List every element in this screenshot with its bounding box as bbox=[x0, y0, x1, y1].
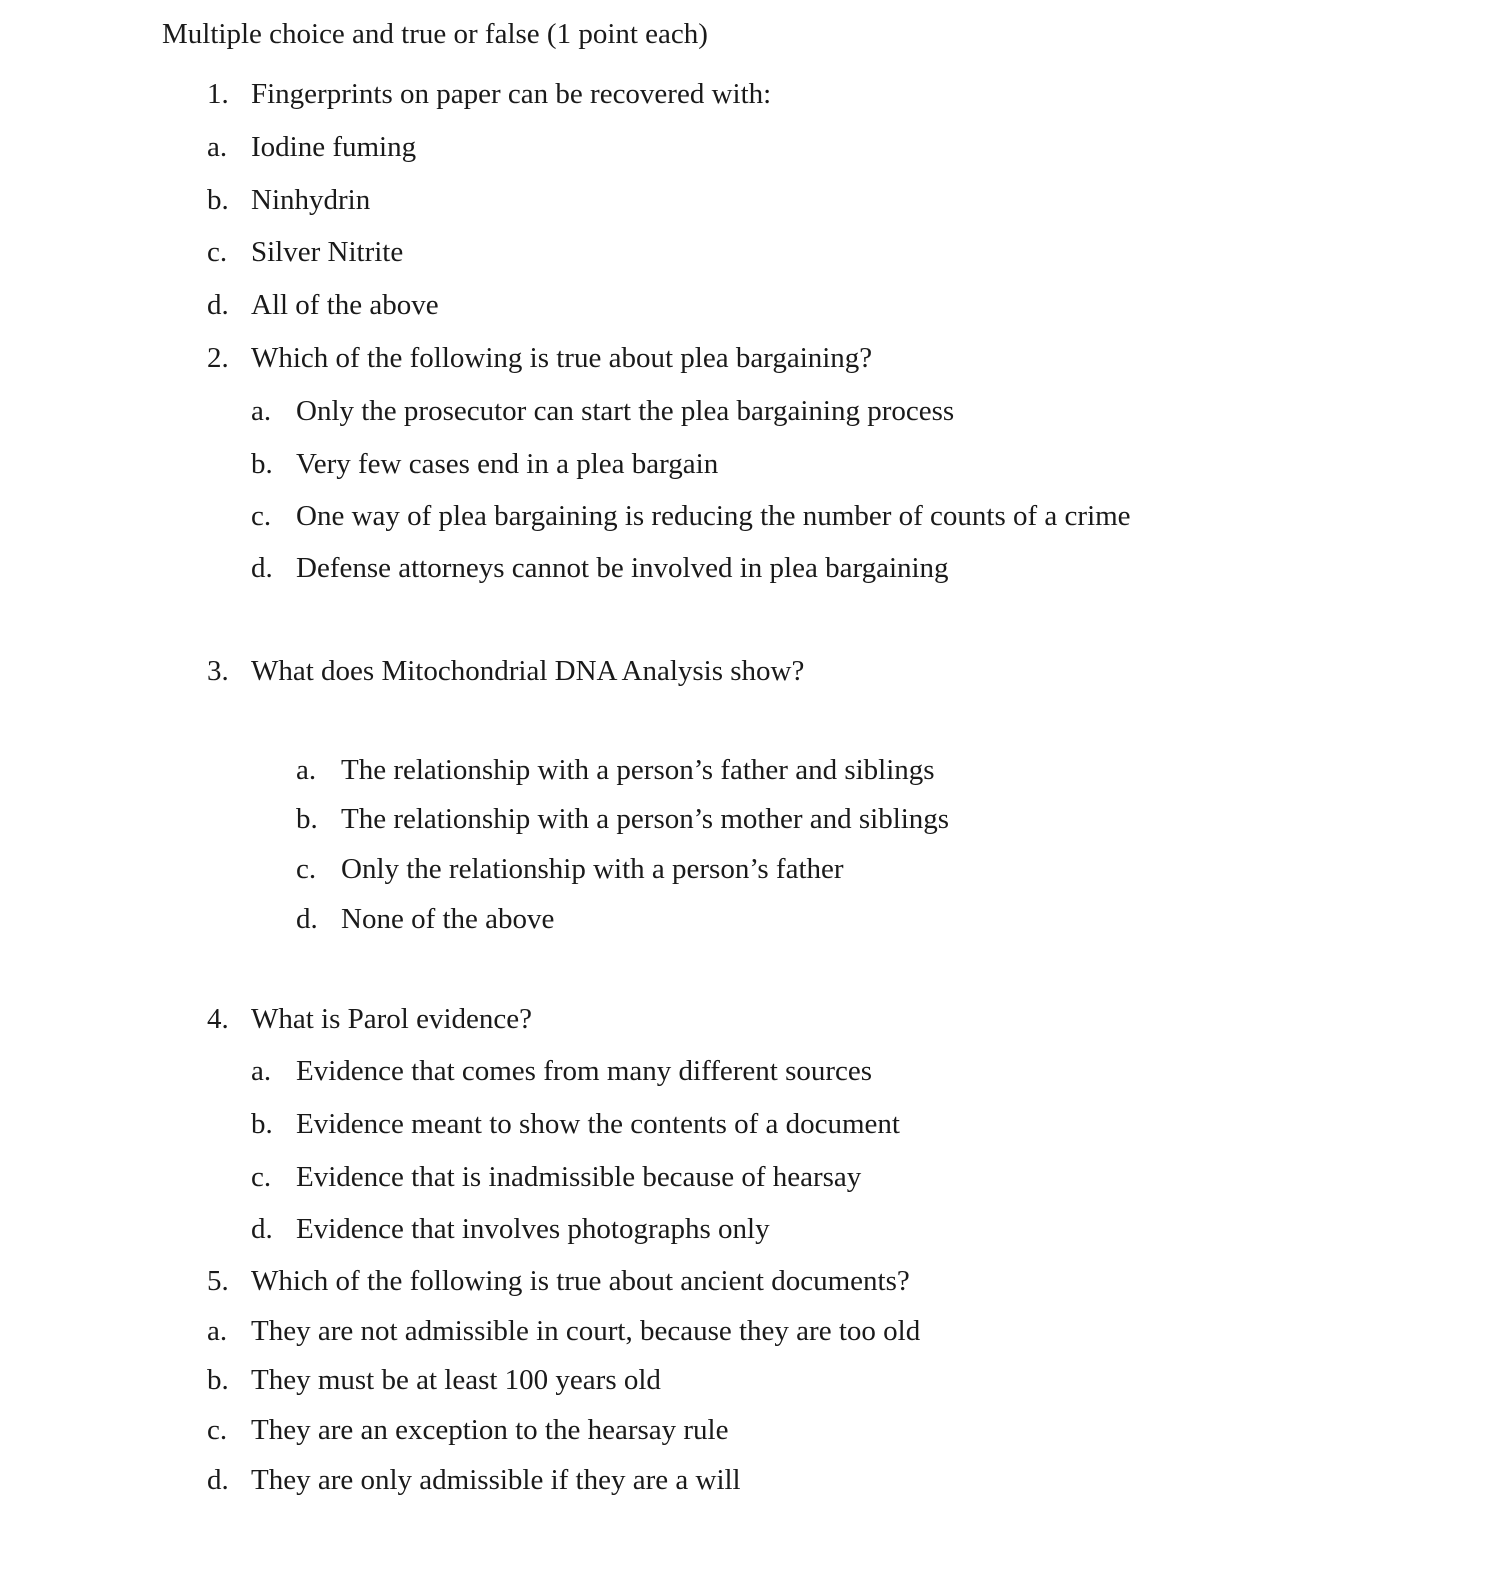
question-4-option-d-letter: d. bbox=[251, 1213, 273, 1245]
question-5-option-c-text: They are an exception to the hearsay rule bbox=[251, 1414, 729, 1446]
question-2-option-d-text: Defense attorneys cannot be involved in plea bargaining bbox=[296, 552, 949, 584]
question-4-option-b-letter: b. bbox=[251, 1108, 273, 1140]
question-2-option-c-letter: c. bbox=[251, 500, 272, 532]
question-2-text: Which of the following is true about plea bargaining? bbox=[251, 342, 873, 374]
question-5-option-c-letter: c. bbox=[207, 1414, 228, 1446]
question-4-option-a-text: Evidence that comes from many different sources bbox=[296, 1055, 873, 1087]
question-4-option-c-letter: c. bbox=[251, 1161, 272, 1193]
question-1-option-a-letter: a. bbox=[207, 131, 228, 163]
question-2-option-b-letter: b. bbox=[251, 448, 273, 480]
question-3-option-b-letter: b. bbox=[296, 803, 318, 835]
question-3-option-a-text: The relationship with a person’s father and siblings bbox=[341, 754, 935, 786]
question-3-text: What does Mitochondrial DNA Analysis show? bbox=[251, 655, 805, 687]
question-2-option-b-text: Very few cases end in a plea bargain bbox=[296, 448, 719, 480]
question-3-number: 3. bbox=[207, 655, 229, 687]
question-1-option-b-text: Ninhydrin bbox=[251, 184, 371, 216]
question-1-option-c-letter: c. bbox=[207, 236, 228, 268]
question-3-option-c-letter: c. bbox=[296, 853, 317, 885]
question-3-option-b-text: The relationship with a person’s mother and siblings bbox=[341, 803, 950, 835]
question-5-option-a-letter: a. bbox=[207, 1315, 228, 1347]
question-3-option-c-text: Only the relationship with a person’s father bbox=[341, 853, 844, 885]
question-1-number: 1. bbox=[207, 78, 229, 110]
question-2-option-d-letter: d. bbox=[251, 552, 273, 584]
question-4-option-c-text: Evidence that is inadmissible because of hearsay bbox=[296, 1161, 862, 1193]
question-2-option-a-letter: a. bbox=[251, 395, 272, 427]
question-1-option-c-text: Silver Nitrite bbox=[251, 236, 404, 268]
question-5-text: Which of the following is true about ancient documents? bbox=[251, 1265, 910, 1297]
question-3-option-d-text: None of the above bbox=[341, 903, 555, 935]
question-2-number: 2. bbox=[207, 342, 229, 374]
question-3-option-a-letter: a. bbox=[296, 754, 317, 786]
question-1-option-a-text: Iodine fuming bbox=[251, 131, 417, 163]
question-1-text: Fingerprints on paper can be recovered with: bbox=[251, 78, 772, 110]
question-5-option-b-text: They must be at least 100 years old bbox=[251, 1364, 661, 1396]
question-3-option-d-letter: d. bbox=[296, 903, 318, 935]
question-5-option-b-letter: b. bbox=[207, 1364, 229, 1396]
question-4-option-b-text: Evidence meant to show the contents of a document bbox=[296, 1108, 900, 1140]
question-2-option-c-text: One way of plea bargaining is reducing the number of counts of a crime bbox=[296, 500, 1131, 532]
page-heading: Multiple choice and true or false (1 point each) bbox=[162, 18, 708, 50]
question-4-option-d-text: Evidence that involves photographs only bbox=[296, 1213, 770, 1245]
question-4-number: 4. bbox=[207, 1003, 229, 1035]
question-1-option-b-letter: b. bbox=[207, 184, 229, 216]
question-5-option-d-letter: d. bbox=[207, 1464, 229, 1496]
question-5-option-a-text: They are not admissible in court, because they are too old bbox=[251, 1315, 921, 1347]
question-5-option-d-text: They are only admissible if they are a will bbox=[251, 1464, 741, 1496]
question-4-text: What is Parol evidence? bbox=[251, 1003, 533, 1035]
question-5-number: 5. bbox=[207, 1265, 229, 1297]
question-1-option-d-letter: d. bbox=[207, 289, 229, 321]
question-2-option-a-text: Only the prosecutor can start the plea bargaining process bbox=[296, 395, 955, 427]
question-1-option-d-text: All of the above bbox=[251, 289, 439, 321]
question-4-option-a-letter: a. bbox=[251, 1055, 272, 1087]
